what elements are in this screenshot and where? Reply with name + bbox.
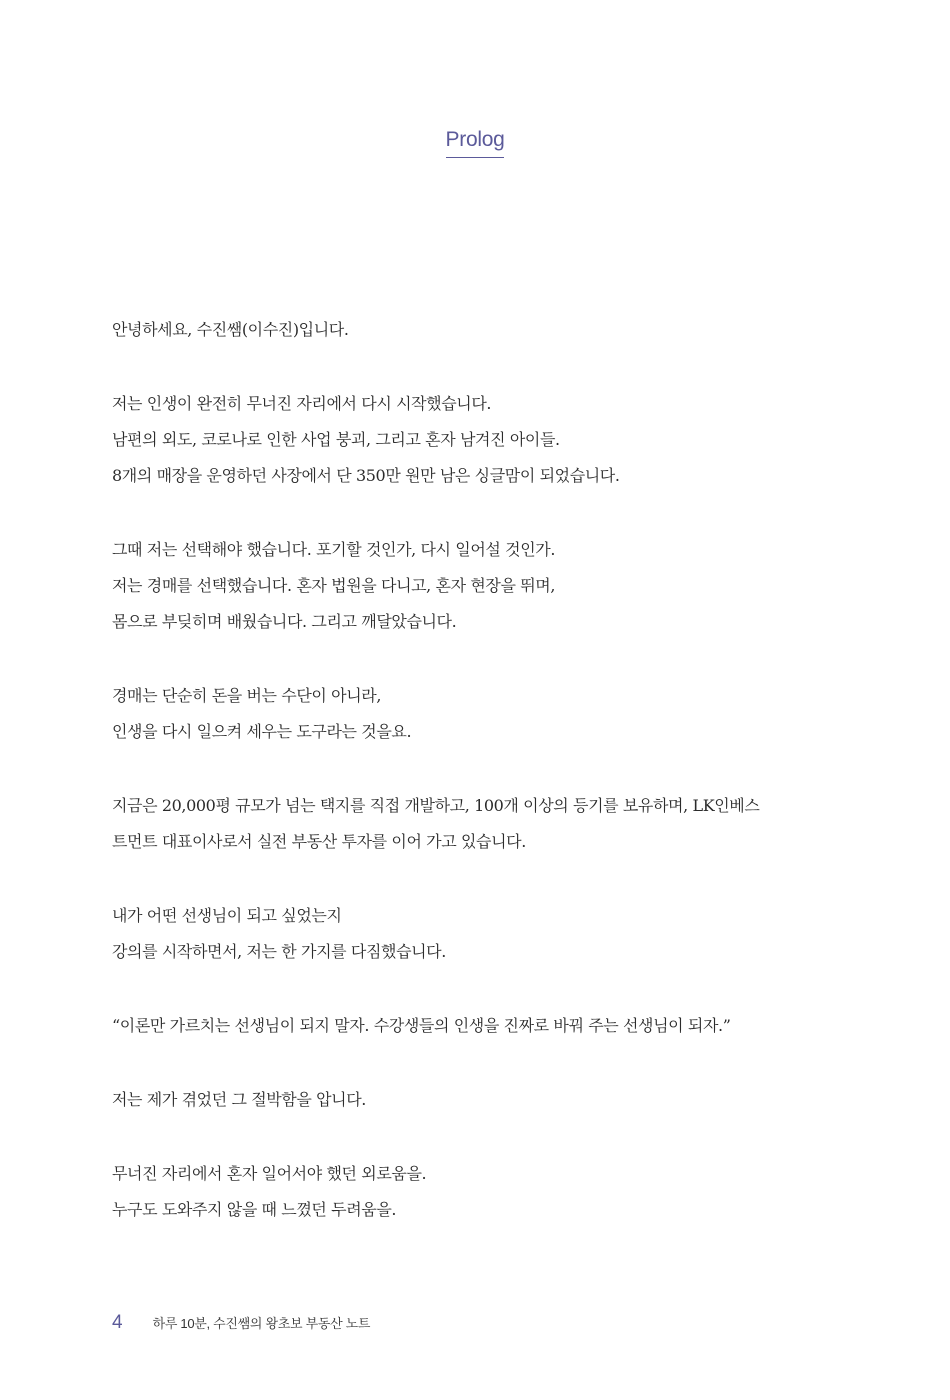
text-line: 인생을 다시 일으켜 세우는 도구라는 것을요. xyxy=(112,722,412,741)
text-line: 저는 제가 겪었던 그 절박함을 압니다. xyxy=(112,1090,366,1109)
paragraph-loneliness xyxy=(112,1156,832,1228)
text-line: 안녕하세요, 수진쌤(이수진)입니다. xyxy=(112,320,349,339)
paragraph-auction xyxy=(112,678,832,750)
text-line: 8개의 매장을 운영하던 사장에서 단 350만 원만 남은 싱글맘이 되었습니다. xyxy=(112,466,620,485)
paragraph-quote xyxy=(112,1008,832,1044)
text-line: 그때 저는 선택해야 했습니다. 포기할 것인가, 다시 일어설 것인가. xyxy=(112,540,556,559)
text-line: 트먼트 대표이사로서 실전 부동산 투자를 이어 가고 있습니다. xyxy=(112,832,526,851)
text-line: 저는 경매를 선택했습니다. 혼자 법원을 다니고, 혼자 현장을 뛰며, xyxy=(112,576,556,595)
quote-line: “이론만 가르치는 선생님이 되지 말자. 수강생들의 인생을 진짜로 바꿔 주는 선생님이 되자.” xyxy=(112,1016,731,1035)
page-footer xyxy=(112,1312,370,1334)
paragraph-greeting xyxy=(112,312,832,348)
text-line: 경매는 단순히 돈을 버는 수단이 아니라, xyxy=(112,686,382,705)
paragraph-choice xyxy=(112,532,832,640)
paragraph-restart xyxy=(112,386,832,494)
chapter-heading: Prolog xyxy=(446,128,505,158)
page-number: 4 xyxy=(112,1312,123,1333)
paragraph-desperation xyxy=(112,1082,832,1118)
text-line: 누구도 도와주지 않을 때 느꼈던 두려움을. xyxy=(112,1200,397,1219)
chapter-heading-container xyxy=(0,128,950,158)
paragraph-now xyxy=(112,788,832,860)
text-line: 무너진 자리에서 혼자 일어서야 했던 외로움을. xyxy=(112,1164,427,1183)
text-line: 지금은 20,000평 규모가 넘는 택지를 직접 개발하고, 100개 이상의 등기를 보유하며, LK인베스 xyxy=(112,796,760,815)
text-line: 남편의 외도, 코로나로 인한 사업 붕괴, 그리고 혼자 남겨진 아이들. xyxy=(112,430,560,449)
text-line: 강의를 시작하면서, 저는 한 가지를 다짐했습니다. xyxy=(112,942,446,961)
text-line: 저는 인생이 완전히 무너진 자리에서 다시 시작했습니다. xyxy=(112,394,492,413)
text-line: 내가 어떤 선생님이 되고 싶었는지 xyxy=(112,906,342,925)
paragraph-teacher xyxy=(112,898,832,970)
prologue-body xyxy=(112,312,832,1266)
running-title: 하루 10분, 수진쌤의 왕초보 부동산 노트 xyxy=(152,1316,371,1331)
text-line: 몸으로 부딪히며 배웠습니다. 그리고 깨달았습니다. xyxy=(112,612,457,631)
